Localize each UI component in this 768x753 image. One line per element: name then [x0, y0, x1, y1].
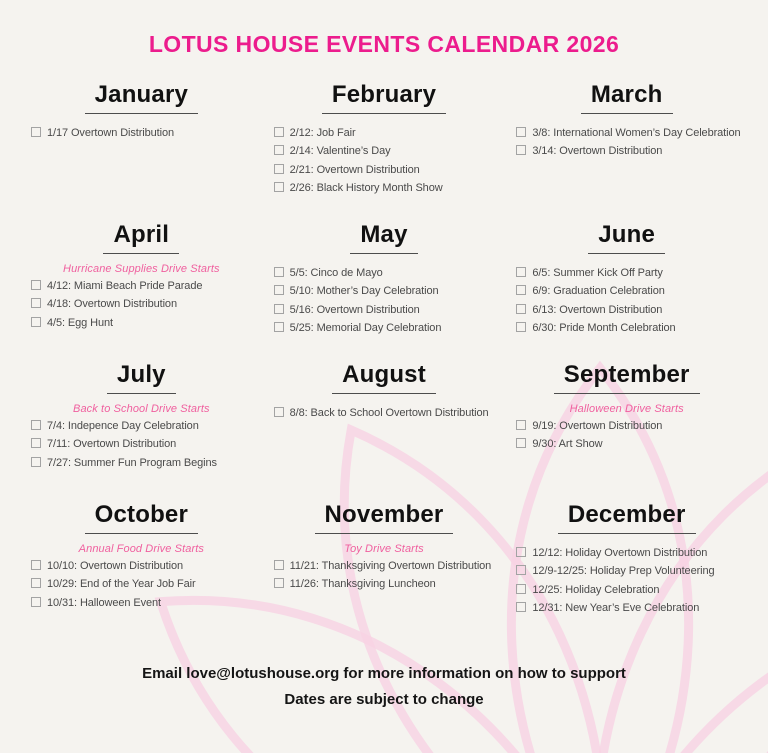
calendar-grid	[0, 83, 768, 643]
event-item	[274, 126, 502, 140]
event-list	[24, 559, 259, 610]
month-july	[24, 363, 259, 503]
drive-note: Hurricane Supplies Drive Starts	[63, 263, 220, 275]
event-checkbox[interactable]	[31, 317, 41, 327]
month-title: April	[103, 223, 179, 254]
event-checkbox[interactable]	[274, 304, 284, 314]
event-list	[267, 266, 502, 335]
event-label: 3/14: Overtown Distribution	[532, 145, 663, 158]
event-label: 9/30: Art Show	[532, 438, 603, 451]
event-label: 6/5: Summer Kick Off Party	[532, 267, 663, 279]
event-label: 8/8: Back to School Overtown Distribution	[289, 407, 489, 419]
event-list	[267, 406, 502, 420]
event-checkbox[interactable]	[516, 584, 526, 594]
event-checkbox[interactable]	[516, 547, 526, 557]
event-label: 4/5: Egg Hunt	[47, 316, 113, 329]
month-title: August	[332, 363, 436, 394]
event-checkbox[interactable]	[274, 267, 284, 277]
event-checkbox[interactable]	[274, 164, 284, 174]
month-header	[509, 503, 744, 534]
month-title: July	[107, 363, 176, 394]
event-item	[274, 181, 502, 195]
event-item	[31, 596, 259, 610]
event-checkbox[interactable]	[274, 182, 284, 192]
month-title: June	[588, 223, 665, 254]
event-checkbox[interactable]	[274, 145, 284, 155]
month-header	[267, 223, 502, 254]
event-checkbox[interactable]	[274, 322, 284, 332]
event-checkbox[interactable]	[516, 322, 526, 332]
month-december	[509, 503, 744, 643]
event-checkbox[interactable]	[516, 438, 526, 448]
month-april	[24, 223, 259, 363]
event-item	[31, 419, 259, 433]
event-label: 6/9: Graduation Celebration	[532, 285, 665, 298]
event-checkbox[interactable]	[31, 298, 41, 308]
event-checkbox[interactable]	[274, 560, 284, 570]
month-title: March	[581, 83, 673, 114]
event-checkbox[interactable]	[274, 407, 284, 417]
event-checkbox[interactable]	[516, 127, 526, 137]
month-september	[509, 363, 744, 503]
event-item	[516, 564, 744, 578]
event-label: 2/12: Job Fair	[289, 127, 356, 139]
event-list	[24, 419, 259, 470]
event-label: 4/12: Miami Beach Pride Parade	[47, 280, 203, 292]
event-label: 5/25: Memorial Day Celebration	[289, 321, 442, 334]
event-checkbox[interactable]	[31, 127, 41, 137]
event-item	[274, 266, 502, 280]
month-title: September	[554, 363, 700, 394]
month-title: October	[85, 503, 198, 534]
event-item	[274, 303, 502, 317]
month-title: January	[85, 83, 198, 114]
month-header	[24, 503, 259, 534]
month-february	[267, 83, 502, 223]
event-checkbox[interactable]	[516, 602, 526, 612]
event-checkbox[interactable]	[516, 145, 526, 155]
event-checkbox[interactable]	[31, 597, 41, 607]
event-label: 3/8: International Women’s Day Celebration	[532, 127, 741, 139]
event-item	[31, 577, 259, 591]
event-list	[509, 266, 744, 335]
event-label: 10/29: End of the Year Job Fair	[47, 578, 196, 591]
event-item	[31, 456, 259, 470]
event-item	[274, 284, 502, 298]
event-label: 10/10: Overtown Distribution	[47, 560, 183, 572]
drive-note: Annual Food Drive Starts	[78, 543, 204, 555]
event-item	[516, 284, 744, 298]
drive-note: Halloween Drive Starts	[569, 403, 684, 415]
event-checkbox[interactable]	[31, 560, 41, 570]
event-checkbox[interactable]	[516, 565, 526, 575]
event-item	[516, 419, 744, 433]
event-item	[516, 437, 744, 451]
event-list	[267, 559, 502, 592]
event-label: 2/14: Valentine’s Day	[289, 145, 391, 158]
event-item	[274, 144, 502, 158]
event-item	[31, 279, 259, 293]
month-january	[24, 83, 259, 223]
month-november	[267, 503, 502, 643]
month-title: November	[315, 503, 454, 534]
event-checkbox[interactable]	[516, 304, 526, 314]
event-list	[267, 126, 502, 195]
event-label: 7/27: Summer Fun Program Begins	[47, 456, 217, 469]
month-header	[24, 363, 259, 394]
month-october	[24, 503, 259, 643]
event-label: 12/31: New Year’s Eve Celebration	[532, 601, 700, 614]
page-title: LOTUS HOUSE EVENTS CALENDAR 2026	[148, 31, 620, 57]
event-label: 4/18: Overtown Distribution	[47, 298, 177, 311]
event-item	[516, 321, 744, 335]
event-item	[516, 601, 744, 615]
event-list	[509, 546, 744, 615]
event-item	[31, 316, 259, 330]
month-header	[267, 503, 502, 534]
event-item	[274, 577, 502, 591]
event-item	[516, 583, 744, 597]
event-list	[509, 126, 744, 159]
event-item	[516, 126, 744, 140]
event-item	[31, 126, 259, 140]
event-item	[516, 303, 744, 317]
event-label: 12/9-12/25: Holiday Prep Volunteering	[532, 565, 715, 578]
event-checkbox[interactable]	[274, 127, 284, 137]
event-label: 5/5: Cinco de Mayo	[289, 267, 383, 279]
event-label: 6/30: Pride Month Celebration	[532, 321, 676, 334]
event-checkbox[interactable]	[274, 578, 284, 588]
event-checkbox[interactable]	[516, 267, 526, 277]
month-header	[267, 83, 502, 114]
month-header	[509, 83, 744, 114]
month-march	[509, 83, 744, 223]
event-label: 6/13: Overtown Distribution	[532, 303, 663, 316]
event-item	[516, 144, 744, 158]
month-title: May	[350, 223, 417, 254]
event-checkbox[interactable]	[516, 420, 526, 430]
event-label: 11/21: Thanksgiving Overtown Distribution	[289, 560, 492, 572]
month-may	[267, 223, 502, 363]
event-label: 7/11: Overtown Distribution	[47, 438, 177, 451]
event-list	[24, 279, 259, 330]
event-label: 11/26: Thanksgiving Luncheon	[289, 578, 436, 591]
event-checkbox[interactable]	[31, 280, 41, 290]
month-header	[267, 363, 502, 394]
month-header	[24, 83, 259, 114]
event-label: 7/4: Indepence Day Celebration	[47, 420, 199, 432]
event-label: 12/12: Holiday Overtown Distribution	[532, 547, 708, 559]
event-item	[31, 559, 259, 573]
event-label: 2/21: Overtown Distribution	[289, 163, 420, 176]
event-label: 5/16: Overtown Distribution	[289, 303, 420, 316]
event-list	[509, 419, 744, 452]
month-title: December	[558, 503, 696, 534]
event-item	[274, 321, 502, 335]
event-item	[274, 406, 502, 420]
event-item	[31, 437, 259, 451]
month-august	[267, 363, 502, 503]
event-checkbox[interactable]	[516, 285, 526, 295]
event-item	[31, 297, 259, 311]
drive-note: Back to School Drive Starts	[73, 403, 210, 415]
event-label: 9/19: Overtown Distribution	[532, 420, 663, 432]
drive-note: Toy Drive Starts	[344, 543, 424, 555]
event-checkbox[interactable]	[31, 457, 41, 467]
footer-contact-line: Email love@lotushouse.org for more information on how to support	[142, 665, 626, 682]
event-label: 5/10: Mother’s Day Celebration	[289, 285, 439, 298]
event-label: 1/17 Overtown Distribution	[47, 127, 175, 139]
event-item	[516, 266, 744, 280]
poster	[0, 33, 768, 708]
month-title: February	[322, 83, 446, 114]
event-label: 12/25: Holiday Celebration	[532, 583, 660, 596]
footer-disclaimer-line: Dates are subject to change	[284, 691, 484, 708]
event-list	[24, 126, 259, 140]
event-label: 10/31: Halloween Event	[47, 596, 161, 609]
month-header	[509, 363, 744, 394]
event-item	[516, 546, 744, 560]
footer	[0, 665, 768, 708]
event-label: 2/26: Black History Month Show	[289, 181, 443, 194]
month-header	[24, 223, 259, 254]
event-checkbox[interactable]	[31, 420, 41, 430]
event-checkbox[interactable]	[31, 438, 41, 448]
event-item	[274, 559, 502, 573]
event-checkbox[interactable]	[274, 285, 284, 295]
month-june	[509, 223, 744, 363]
event-item	[274, 163, 502, 177]
month-header	[509, 223, 744, 254]
event-checkbox[interactable]	[31, 578, 41, 588]
